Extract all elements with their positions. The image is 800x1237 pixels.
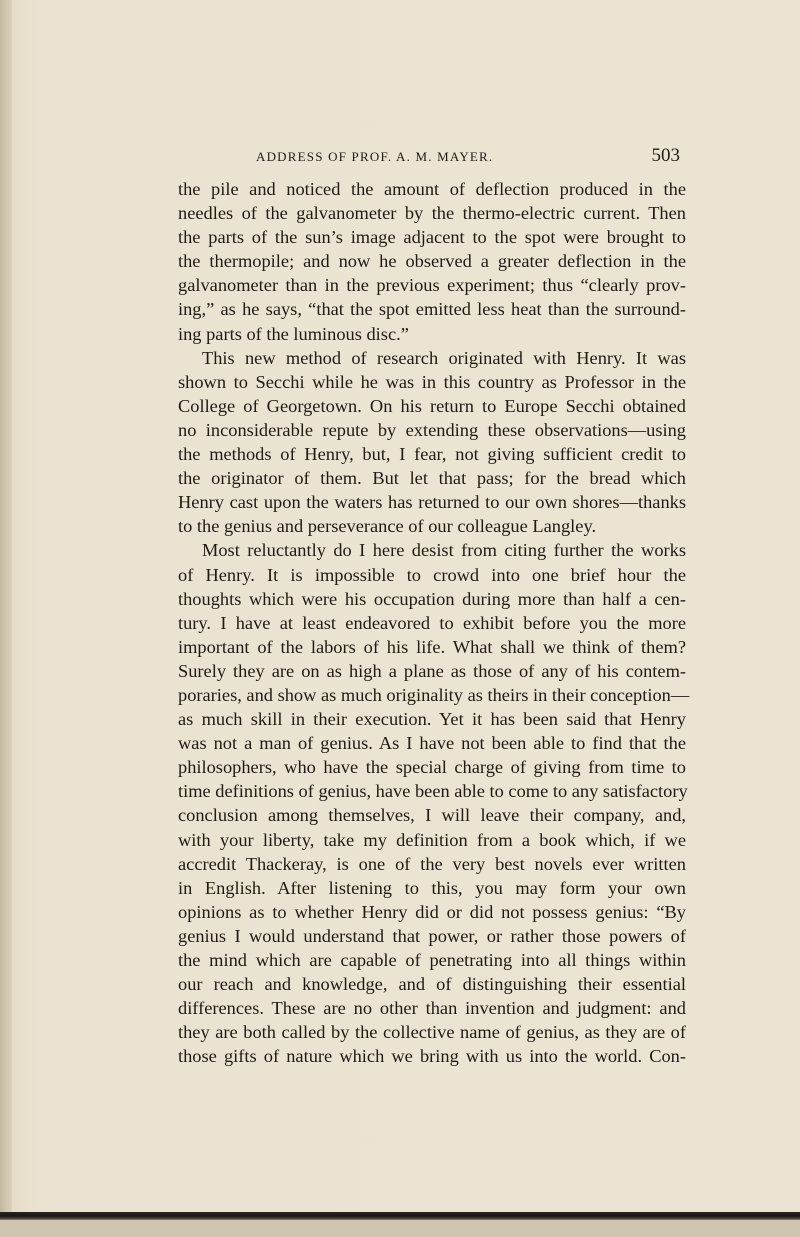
text-line: the mind which are capable of penetrating into all things within	[178, 950, 686, 970]
text-line: to the genius and perseverance of our colleague Langley.	[178, 516, 597, 537]
running-head: ADDRESS OF PROF. A. M. MAYER.	[256, 149, 494, 164]
page-header	[250, 145, 680, 169]
text-line: the pile and noticed the amount of deflection produced in the	[178, 179, 686, 199]
text-line: as much skill in their execution. Yet it has been said that Henry	[178, 709, 686, 730]
text-line: those gifts of nature which we bring with us into the world. Con-	[178, 1046, 686, 1067]
text-line: thoughts which were his occupation during more than half a cen-	[178, 588, 686, 609]
text-line: of Henry. It is impossible to crowd into one brief hour the	[178, 564, 686, 585]
text-line: the thermopile; and now he observed a greater deflection in the	[178, 251, 686, 272]
text-line: conclusion among themselves, I will leave their company, and,	[178, 805, 686, 826]
text-line: accredit Thackeray, is one of the very best novels ever written	[178, 853, 686, 874]
body-text	[178, 177, 690, 1068]
text-line: shown to Secchi while he was in this country as Professor in the	[178, 371, 686, 392]
text-line: differences. These are no other than invention and judgment: and	[178, 998, 686, 1019]
text-line: tury. I have at least endeavored to exhibit before you the more	[178, 612, 686, 633]
text-line: genius I would understand that power, or rather those powers of	[178, 925, 686, 946]
text-line: the methods of Henry, but, I fear, not giving sufficient credit to	[178, 444, 686, 465]
text-line: needles of the galvanometer by the thermo-electric current. Then	[178, 203, 686, 224]
text-line: College of Georgetown. On his return to Europe Secchi obtained	[178, 395, 686, 416]
text-line: opinions as to whether Henry did or did not possess genius: “By	[178, 901, 686, 922]
text-line: was not a man of genius. As I have not been able to find that the	[178, 733, 686, 754]
text-line: This new method of research originated with Henry. It was	[202, 347, 686, 368]
text-line: important of the labors of his life. What shall we think of them?	[178, 636, 686, 657]
text-line: no inconsiderable repute by extending these observations—using	[178, 419, 686, 440]
page-number: 503	[651, 145, 680, 166]
bottom-rule	[0, 1212, 800, 1220]
text-line: ing parts of the luminous disc.”	[178, 323, 409, 344]
text-line: the parts of the sun’s image adjacent to the spot were brought to	[178, 227, 686, 248]
text-line: poraries, and show as much originality as theirs in their conception—	[178, 684, 690, 705]
text-line: Most reluctantly do I here desist from citing further the works	[202, 540, 686, 561]
text-line: ing,” as he says, “that the spot emitted less heat than the surround-	[178, 299, 686, 320]
text-line: time definitions of genius, have been able to come to any satisfactory	[178, 781, 688, 802]
text-line: in English. After listening to this, you may form your own	[178, 877, 686, 898]
text-line: they are both called by the collective name of genius, as they are of	[178, 1022, 686, 1043]
text-line: philosophers, who have the special charge of giving from time to	[178, 757, 686, 778]
text-line: Henry cast upon the waters has returned to our own shores—thanks	[178, 492, 686, 513]
page-edge	[0, 1220, 800, 1237]
text-line: galvanometer than in the previous experiment; thus “clearly prov-	[178, 275, 686, 296]
text-line: with your liberty, take my definition from a book which, if we	[178, 829, 686, 850]
text-line: Surely they are on as high a plane as those of any of his contem-	[178, 660, 686, 681]
text-line: the originator of them. But let that pass; for the bread which	[178, 468, 686, 489]
text-line: our reach and knowledge, and of distinguishing their essential	[178, 974, 686, 995]
page-gutter	[0, 0, 12, 1237]
